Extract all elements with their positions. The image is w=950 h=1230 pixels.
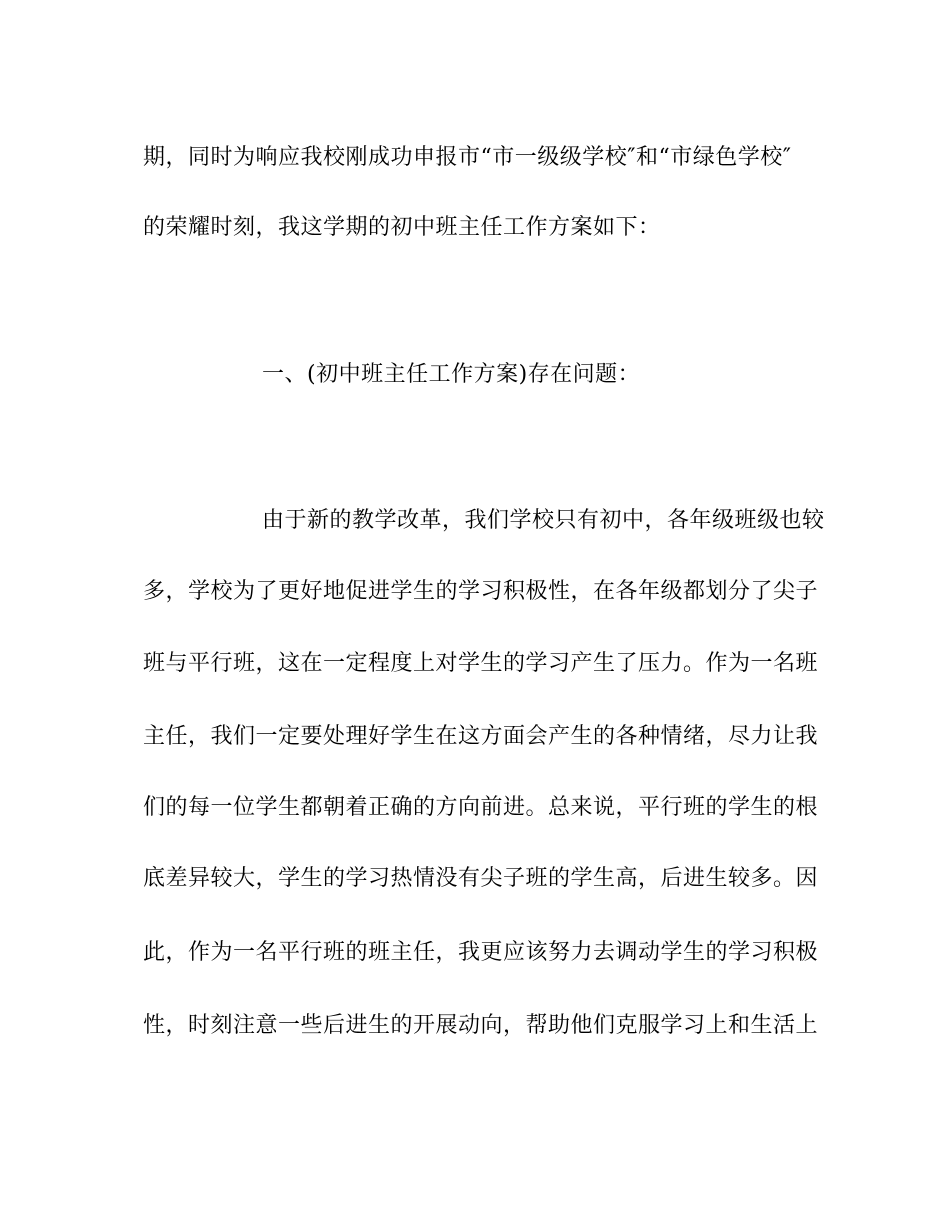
body-line-8: 性，时刻注意一些后进生的开展动向，帮助他们克服学习上和生活上 [143,1013,819,1038]
body-line-2: 多，学校为了更好地促进学生的学习积极性，在各年级都划分了尖子 [143,579,819,604]
intro-line-1: 期，同时为响应我校刚成功申报市“市一级级学校″和“市绿色学校″ [143,145,792,170]
body-line-6: 底差异较大，学生的学习热情没有尖子班的学生高，后进生较多。因 [143,866,819,891]
body-line-5: 们的每一位学生都朝着正确的方向前进。总来说，平行班的学生的根 [143,795,819,820]
body-line-7: 此，作为一名平行班的班主任，我更应该努力去调动学生的学习积极 [143,940,819,965]
body-line-3: 班与平行班，这在一定程度上对学生的学习产生了压力。作为一名班 [143,651,819,676]
intro-line-2: 的荣耀时刻，我这学期的初中班主任工作方案如下： [143,215,661,240]
body-line-1: 由于新的教学改革，我们学校只有初中，各年级班级也较 [262,508,825,533]
body-line-4: 主任，我们一定要处理好学生在这方面会产生的各种情绪，尽力让我 [143,724,819,749]
section-heading: 一、(初中班主任工作方案)存在问题： [262,362,641,387]
